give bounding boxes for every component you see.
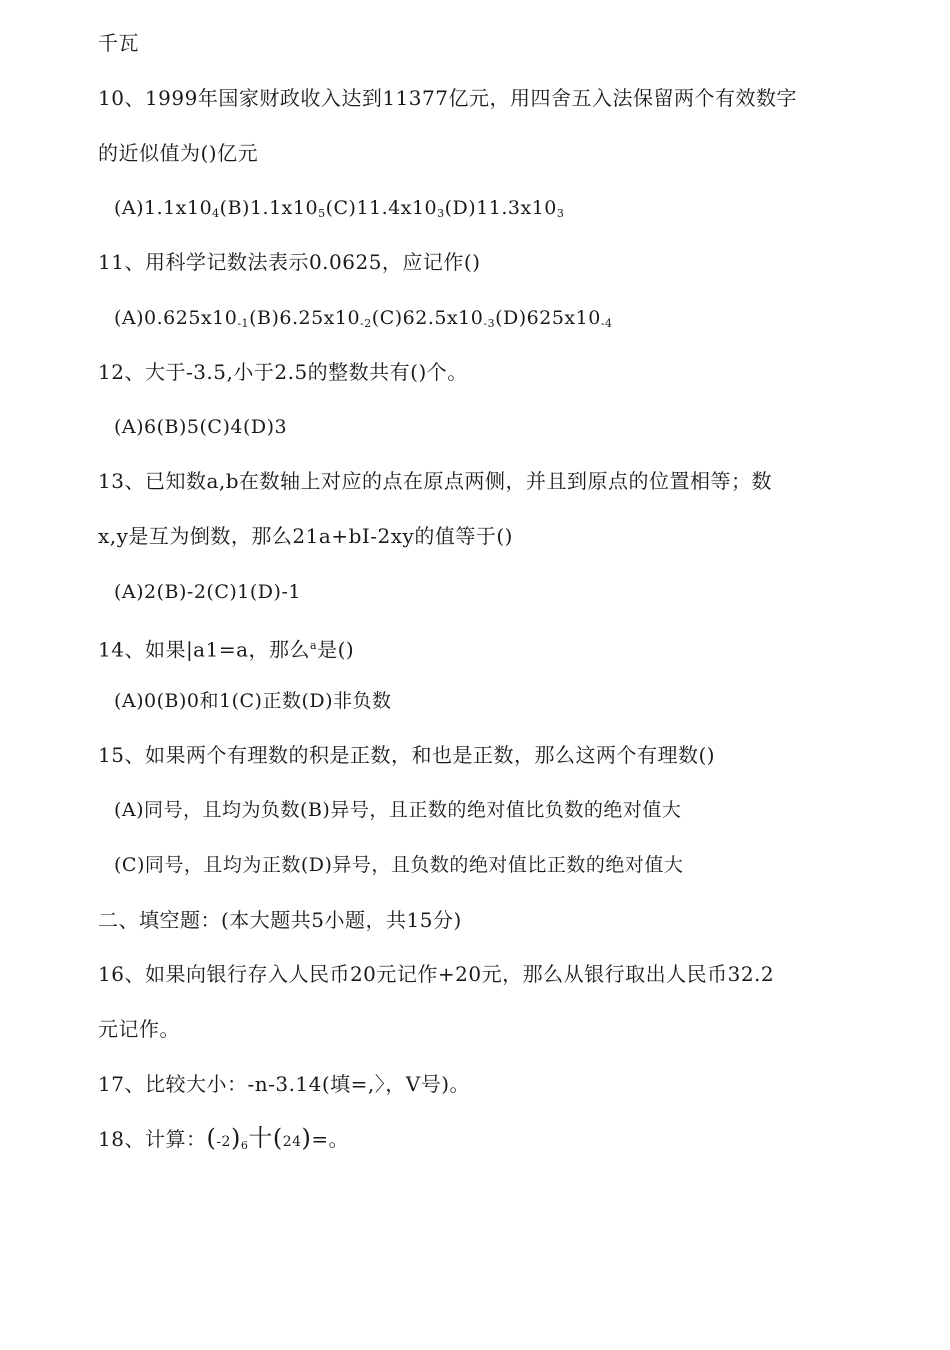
- question-17: 17、比较大小：-n-3.14(填=,〉，V号)。: [98, 1072, 471, 1096]
- question-16-cont: 元记作。: [98, 1017, 180, 1041]
- question-15: 15、如果两个有理数的积是正数，和也是正数，那么这两个有理数(): [98, 743, 716, 767]
- expr-base: -2: [216, 1134, 231, 1150]
- option-d-exponent: -4: [600, 317, 613, 330]
- question-15-options-1: (A)同号，且均为负数(B)异号，且正数的绝对值比负数的绝对值大: [114, 799, 682, 821]
- expr-paren-close-2: ): [301, 1124, 312, 1152]
- question-18: [98, 1124, 349, 1160]
- option-d-exponent: 3: [556, 207, 565, 220]
- expr-paren-close: ): [230, 1124, 241, 1152]
- question-18-text: 18、计算：: [98, 1127, 207, 1151]
- option-b-exponent: 5: [318, 207, 326, 220]
- question-14-options: (A)0(B)0和1(C)正数(D)非负数: [114, 690, 392, 712]
- option-c-exponent: -3: [483, 317, 496, 330]
- option-c-value: 11.4x10: [356, 197, 438, 219]
- expr-exponent: 6: [240, 1139, 249, 1152]
- expr-value: 24: [282, 1134, 302, 1150]
- expr-paren-open-2: (: [272, 1124, 283, 1152]
- option-a-value: 0.625x10: [144, 307, 238, 329]
- option-a-exponent: 4: [212, 207, 220, 220]
- section-heading: 二、填空题：(本大题共5小题，共15分): [98, 908, 462, 932]
- option-b-value: 6.25x10: [279, 307, 361, 329]
- question-12-options: (A)6(B)5(C)4(D)3: [114, 416, 288, 438]
- option-a-value: 1.1x10: [144, 197, 213, 219]
- option-d-value: 11.3x10: [476, 197, 557, 219]
- question-14: [98, 632, 354, 664]
- option-c-label: (C): [325, 197, 357, 219]
- question-14-text: 14、如果|a1=a，那么: [98, 637, 311, 662]
- option-a-exponent: -1: [237, 317, 250, 330]
- question-10: 10、1999年国家财政收入达到11377亿元，用四舍五入法保留两个有效数字: [98, 86, 797, 110]
- option-c-value: 62.5x10: [402, 307, 484, 329]
- question-16: 16、如果向银行存入人民币20元记作+20元，那么从银行取出人民币32.2: [98, 962, 775, 986]
- expr-operator: 十: [248, 1124, 273, 1152]
- option-b-value: 1.1x10: [249, 197, 319, 219]
- expr-equals: =。: [311, 1127, 350, 1151]
- question-10-options: [114, 194, 564, 228]
- question-10-cont: 的近似值为()亿元: [98, 141, 259, 165]
- option-d-label: (D): [495, 307, 527, 329]
- option-a-label: (A): [114, 197, 145, 219]
- question-11: 11、用科学记数法表示0.0625，应记作(): [98, 250, 481, 274]
- question-11-options: [114, 304, 613, 338]
- option-a-label: (A): [114, 307, 145, 329]
- option-d-value: 625x10: [526, 307, 601, 329]
- option-b-label: (B): [219, 197, 250, 219]
- option-d-label: (D): [444, 197, 477, 219]
- question-15-options-2: (C)同号，且均为正数(D)异号，且负数的绝对值比正数的绝对值大: [114, 854, 684, 876]
- question-12: 12、大于-3.5,小于2.5的整数共有()个。: [98, 360, 468, 384]
- question-13: 13、已知数a,b在数轴上对应的点在原点两侧，并且到原点的位置相等；数: [98, 469, 773, 493]
- expr-paren-open: (: [206, 1124, 217, 1152]
- question-14-text-end: 是(): [317, 637, 355, 662]
- text-line: 千瓦: [98, 31, 139, 55]
- option-c-label: (C): [371, 307, 403, 329]
- option-c-exponent: 3: [437, 207, 445, 220]
- question-13-cont: x,y是互为倒数，那么21a+bI-2xy的值等于(): [98, 524, 513, 548]
- question-14-superscript: a: [310, 639, 318, 652]
- question-13-options: (A)2(B)-2(C)1(D)-1: [114, 581, 301, 603]
- option-b-exponent: -2: [360, 317, 372, 330]
- option-b-label: (B): [249, 307, 280, 329]
